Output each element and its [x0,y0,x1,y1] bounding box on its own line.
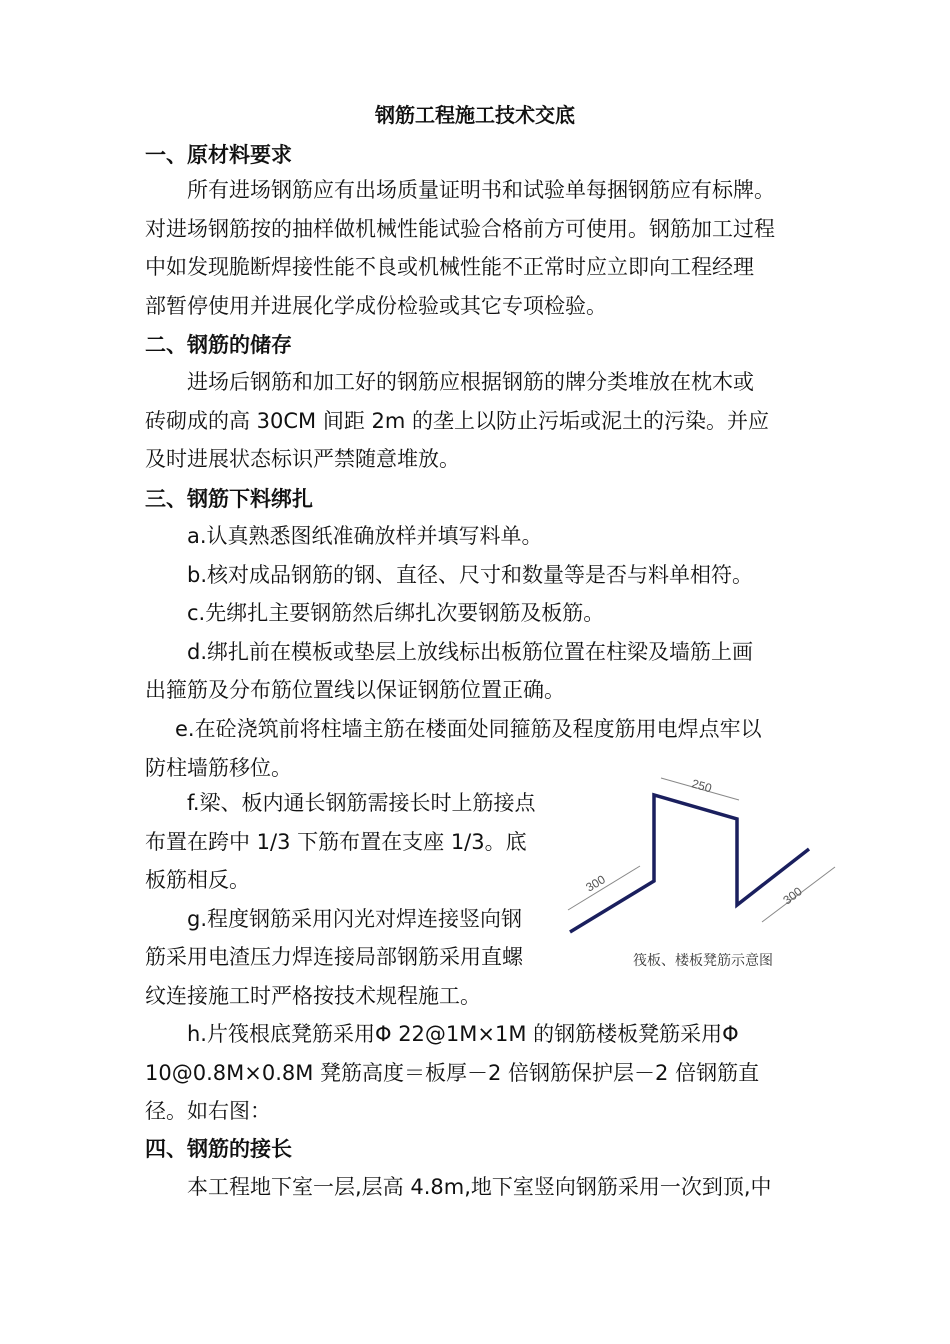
item-f-line-2: 布置在跨中 1/3 下筋布置在支座 1/3。底 [145,829,527,854]
dimension-line-left [568,866,640,910]
item-d-line-1: d.绑扎前在模板或垫层上放线标出板筋位置在柱梁及墙筋上画 [187,639,754,664]
section-4-heading: 四、钢筋的接长 [145,1137,292,1161]
section-2-line-1: 进场后钢筋和加工好的钢筋应根据钢筋的牌分类堆放在枕木或 [187,370,754,394]
section-2-heading: 二、钢筋的储存 [145,333,292,357]
section-4-body [145,1168,810,1207]
item-g-line-1: g.程度钢筋采用闪光对焊连接竖向钢 [187,906,523,931]
item-b: b.核对成品钢筋的钢、直径、尺寸和数量等是否与料单相符。 [187,562,754,587]
section-1-line-1: 所有进场钢筋应有出场质量证明书和试验单每捆钢筋应有标牌。 [187,178,775,202]
section-2-line-2: 砖砌成的高 30CM 间距 2m 的垄上以防止污垢或泥土的污染。并应 [145,408,770,433]
dimension-label-left: 300 [583,872,608,895]
figure-caption: 筏板、楼板凳筋示意图 [633,953,773,969]
item-c: c.先绑扎主要钢筋然后绑扎次要钢筋及板筋。 [187,601,605,626]
item-e-line-2: 防柱墙筋移位。 [145,755,292,780]
item-g-line-3: 纹连接施工时严格按技术规程施工。 [145,983,481,1008]
document-title: 钢筋工程施工技术交底 [375,103,575,127]
item-h-line-1: h.片筏根底凳筋采用Φ 22@1M×1M 的钢筋楼板凳筋采用Φ [187,1022,739,1046]
item-g-line-2: 筋采用电渣压力焊连接局部钢筋采用直螺 [145,945,523,970]
section-4-line-1: 本工程地下室一层,层高 4.8m,地下室竖向钢筋采用一次到顶,中 [187,1175,772,1199]
section-1-line-3: 中如发现脆断焊接性能不良或机械性能不正常时应立即向工程经理 [145,255,754,280]
section-1-body [145,171,810,325]
item-h-line-2: 10@0.8M×0.8M 凳筋高度＝板厚－2 倍钢筋保护层－2 倍钢筋直 [145,1060,760,1085]
section-3-item-h [145,1015,810,1131]
item-f-line-1: f.梁、板内通长钢筋需接长时上筋接点 [187,791,536,815]
item-f-line-3: 板筋相反。 [145,868,250,893]
section-1-line-2: 对进场钢筋按的抽样做机械性能试验合格前方可使用。钢筋加工过程 [145,216,775,241]
item-d-line-2: 出箍筋及分布筋位置线以保证钢筋位置正确。 [145,678,565,703]
item-e-line-1: e.在砼浇筑前将柱墙主筋在楼面处同箍筋及程度筋用电焊点牢以 [175,716,762,741]
section-3-items-f-g [145,784,565,1016]
item-h-line-3: 径。如右图： [145,1099,271,1124]
section-1-line-4: 部暂停使用并进展化学成份检验或其它专项检验。 [145,293,607,318]
section-2-body [145,363,810,479]
section-2-line-3: 及时进展状态标识严禁随意堆放。 [145,447,460,472]
dimension-label-top: 250 [690,776,714,796]
rebar-stool-figure [563,772,843,977]
dimension-label-right: 300 [780,884,805,908]
rebar-stool-shape [570,795,809,932]
section-1-heading: 一、原材料要求 [145,143,292,167]
section-3-items-a-e [145,517,810,787]
rebar-stool-diagram [563,772,843,947]
item-a: a.认真熟悉图纸准确放样并填写料单。 [187,524,543,548]
section-3-heading: 三、钢筋下料绑扎 [145,487,313,511]
